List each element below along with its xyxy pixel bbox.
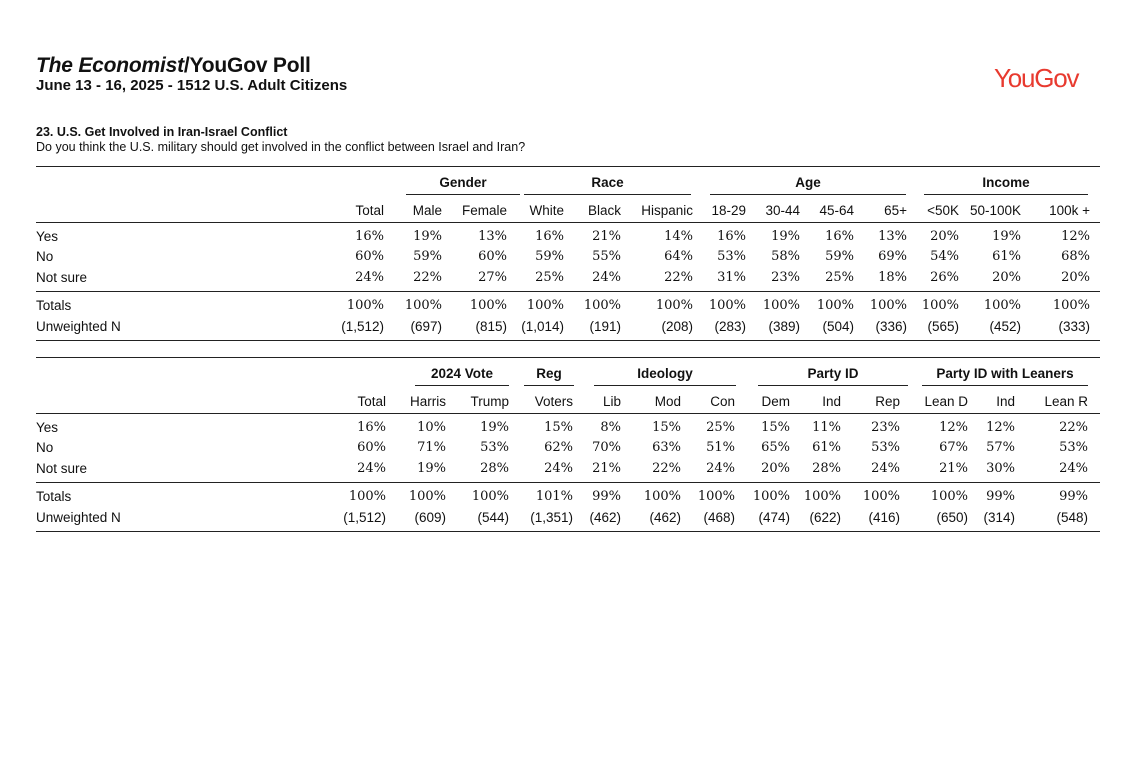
totals-cell: 99% [592, 489, 621, 504]
unweighted-cell: (622) [809, 510, 841, 525]
column-header: 100k + [1049, 203, 1090, 218]
poll-header [36, 54, 347, 94]
row-label: No [36, 440, 54, 455]
unweighted-cell: (1,512) [341, 319, 384, 334]
table-cell: 24% [871, 461, 900, 476]
unweighted-cell: (462) [649, 510, 681, 525]
table-cell: 15% [652, 420, 681, 435]
totals-cell: 100% [471, 489, 509, 504]
column-header: Black [587, 203, 621, 218]
unweighted-cell: (462) [589, 510, 621, 525]
totals-cell: 100% [762, 298, 800, 313]
totals-label: Totals [36, 298, 72, 313]
table-cell: 12% [1061, 229, 1090, 244]
table-cell: 25% [825, 270, 854, 285]
table-cell: 28% [480, 461, 509, 476]
table-cell: 20% [930, 229, 959, 244]
column-header: Trump [470, 394, 509, 409]
unweighted-cell: (208) [661, 319, 693, 334]
totals-rule [36, 482, 1100, 483]
table-cell: 19% [480, 420, 509, 435]
table-cell: 59% [413, 249, 442, 264]
table-cell: 12% [986, 420, 1015, 435]
unweighted-cell: (1,351) [530, 510, 573, 525]
totals-cell: 100% [930, 489, 968, 504]
totals-cell: 101% [535, 489, 573, 504]
column-header: 30-44 [765, 203, 800, 218]
table-cell: 62% [544, 440, 573, 455]
unweighted-cell: (336) [875, 319, 907, 334]
table-cell: 63% [652, 440, 681, 455]
totals-cell: 100% [708, 298, 746, 313]
unweighted-cell: (468) [703, 510, 735, 525]
poll-title-rest: /YouGov Poll [183, 54, 311, 77]
question-text: Do you think the U.S. military should get involved in the conflict between Israel and Iran? [36, 140, 526, 154]
poll-title [36, 54, 347, 77]
column-header: Lean R [1044, 394, 1088, 409]
table-cell: 15% [544, 420, 573, 435]
totals-cell: 100% [655, 298, 693, 313]
table-cell: 10% [417, 420, 446, 435]
column-header: White [529, 203, 564, 218]
unweighted-cell: (548) [1056, 510, 1088, 525]
row-label: Not sure [36, 270, 88, 285]
table-top-rule [36, 166, 1100, 167]
question-title: 23. U.S. Get Involved in Iran-Israel Conflict [36, 125, 288, 139]
table-cell: 16% [825, 229, 854, 244]
unweighted-label: Unweighted N [36, 510, 121, 525]
table-bottom-rule [36, 531, 1100, 532]
table-cell: 19% [417, 461, 446, 476]
column-header: <50K [927, 203, 959, 218]
table-cell: 19% [771, 229, 800, 244]
table-cell: 20% [1061, 270, 1090, 285]
totals-cell: 100% [583, 298, 621, 313]
table-cell: 28% [812, 461, 841, 476]
column-header: Mod [654, 394, 681, 409]
table-cell: 20% [992, 270, 1021, 285]
table-cell: 18% [878, 270, 907, 285]
unweighted-cell: (650) [936, 510, 968, 525]
totals-cell: 100% [348, 489, 386, 504]
unweighted-cell: (504) [822, 319, 854, 334]
totals-cell: 100% [697, 489, 735, 504]
totals-cell: 99% [1059, 489, 1088, 504]
column-header: Total [357, 394, 386, 409]
table-cell: 61% [992, 249, 1021, 264]
column-header: Dem [761, 394, 790, 409]
row-label: Yes [36, 229, 59, 244]
totals-cell: 100% [408, 489, 446, 504]
table-cell: 60% [478, 249, 507, 264]
group-header: Gender [406, 175, 520, 195]
table-cell: 31% [717, 270, 746, 285]
totals-label: Totals [36, 489, 72, 504]
table-cell: 53% [717, 249, 746, 264]
column-header: Lean D [924, 394, 968, 409]
table-cell: 15% [761, 420, 790, 435]
group-header: Race [524, 175, 691, 195]
table-top-rule [36, 357, 1100, 358]
table-cell: 30% [986, 461, 1015, 476]
table-cell: 11% [812, 420, 841, 435]
column-header: Rep [875, 394, 900, 409]
unweighted-cell: (1,014) [521, 319, 564, 334]
group-header: Party ID [758, 366, 908, 386]
totals-cell: 100% [404, 298, 442, 313]
unweighted-cell: (283) [714, 319, 746, 334]
table-cell: 54% [930, 249, 959, 264]
column-header: 18-29 [711, 203, 746, 218]
table-cell: 24% [357, 461, 386, 476]
table-cell: 16% [357, 420, 386, 435]
table-cell: 58% [771, 249, 800, 264]
table-cell: 25% [535, 270, 564, 285]
unweighted-cell: (815) [475, 319, 507, 334]
column-header: Hispanic [641, 203, 693, 218]
totals-cell: 100% [526, 298, 564, 313]
totals-cell: 100% [869, 298, 907, 313]
unweighted-cell: (389) [768, 319, 800, 334]
table-cell: 22% [652, 461, 681, 476]
column-header: Ind [996, 394, 1015, 409]
unweighted-cell: (333) [1058, 319, 1090, 334]
unweighted-cell: (314) [983, 510, 1015, 525]
table-cell: 60% [355, 249, 384, 264]
totals-cell: 100% [752, 489, 790, 504]
table-cell: 71% [417, 440, 446, 455]
table-cell: 22% [1059, 420, 1088, 435]
table-cell: 51% [706, 440, 735, 455]
unweighted-cell: (452) [989, 319, 1021, 334]
table-cell: 27% [478, 270, 507, 285]
table-cell: 69% [878, 249, 907, 264]
table-cell: 53% [1059, 440, 1088, 455]
table-cell: 21% [592, 229, 621, 244]
totals-cell: 100% [346, 298, 384, 313]
table-cell: 14% [664, 229, 693, 244]
group-header: Age [710, 175, 906, 195]
table-cell: 67% [939, 440, 968, 455]
unweighted-label: Unweighted N [36, 319, 121, 334]
unweighted-cell: (565) [927, 319, 959, 334]
table-cell: 22% [413, 270, 442, 285]
table-cell: 65% [761, 440, 790, 455]
row-label: Not sure [36, 461, 88, 476]
totals-cell: 100% [469, 298, 507, 313]
unweighted-cell: (609) [414, 510, 446, 525]
table-cell: 21% [939, 461, 968, 476]
table-cell: 24% [706, 461, 735, 476]
header-rule [36, 413, 1100, 414]
header-rule [36, 222, 1100, 223]
table-cell: 53% [871, 440, 900, 455]
table-cell: 24% [592, 270, 621, 285]
question-block [36, 125, 525, 155]
totals-cell: 100% [862, 489, 900, 504]
column-header: Con [710, 394, 735, 409]
table-cell: 64% [664, 249, 693, 264]
column-header: Voters [534, 394, 573, 409]
table-cell: 19% [413, 229, 442, 244]
table-cell: 16% [717, 229, 746, 244]
column-header: Lib [602, 394, 621, 409]
table-cell: 24% [355, 270, 384, 285]
group-header: 2024 Vote [415, 366, 509, 386]
table-cell: 8% [600, 420, 621, 435]
table-cell: 23% [871, 420, 900, 435]
unweighted-cell: (697) [410, 319, 442, 334]
yougov-logo: YouGov [994, 63, 1079, 93]
unweighted-cell: (474) [758, 510, 790, 525]
table-cell: 13% [878, 229, 907, 244]
table-cell: 24% [544, 461, 573, 476]
totals-cell: 99% [986, 489, 1015, 504]
table-cell: 53% [480, 440, 509, 455]
totals-cell: 100% [921, 298, 959, 313]
table-cell: 21% [592, 461, 621, 476]
totals-cell: 100% [803, 489, 841, 504]
table-cell: 12% [939, 420, 968, 435]
totals-rule [36, 291, 1100, 292]
group-header: Ideology [594, 366, 736, 386]
unweighted-cell: (191) [589, 319, 621, 334]
table-cell: 22% [664, 270, 693, 285]
table-cell: 68% [1061, 249, 1090, 264]
unweighted-cell: (1,512) [343, 510, 386, 525]
table-cell: 59% [825, 249, 854, 264]
column-header: Total [355, 203, 384, 218]
table-cell: 57% [986, 440, 1015, 455]
table-cell: 23% [771, 270, 800, 285]
poll-title-italic: The Economist [36, 54, 184, 77]
table-bottom-rule [36, 340, 1100, 341]
table-cell: 60% [357, 440, 386, 455]
table-cell: 16% [355, 229, 384, 244]
unweighted-cell: (416) [868, 510, 900, 525]
group-header: Party ID with Leaners [922, 366, 1088, 386]
totals-cell: 100% [1052, 298, 1090, 313]
table-cell: 24% [1059, 461, 1088, 476]
group-header: Income [924, 175, 1088, 195]
unweighted-cell: (544) [477, 510, 509, 525]
row-label: Yes [36, 420, 59, 435]
totals-cell: 100% [643, 489, 681, 504]
table-cell: 26% [930, 270, 959, 285]
column-header: Male [412, 203, 442, 218]
column-header: 50-100K [969, 203, 1021, 218]
row-label: No [36, 249, 54, 264]
table-cell: 70% [592, 440, 621, 455]
table-cell: 55% [592, 249, 621, 264]
table-cell: 13% [478, 229, 507, 244]
table-cell: 16% [535, 229, 564, 244]
table-cell: 25% [706, 420, 735, 435]
table-cell: 61% [812, 440, 841, 455]
totals-cell: 100% [983, 298, 1021, 313]
table-cell: 59% [535, 249, 564, 264]
group-header: Reg [524, 366, 574, 386]
column-header: Ind [822, 394, 841, 409]
column-header: 65+ [884, 203, 907, 218]
column-header: Female [461, 203, 507, 218]
table-cell: 20% [761, 461, 790, 476]
poll-subtitle: June 13 - 16, 2025 - 1512 U.S. Adult Citizens [36, 77, 348, 94]
column-header: Harris [410, 394, 446, 409]
column-header: 45-64 [819, 203, 854, 218]
totals-cell: 100% [816, 298, 854, 313]
table-cell: 19% [992, 229, 1021, 244]
